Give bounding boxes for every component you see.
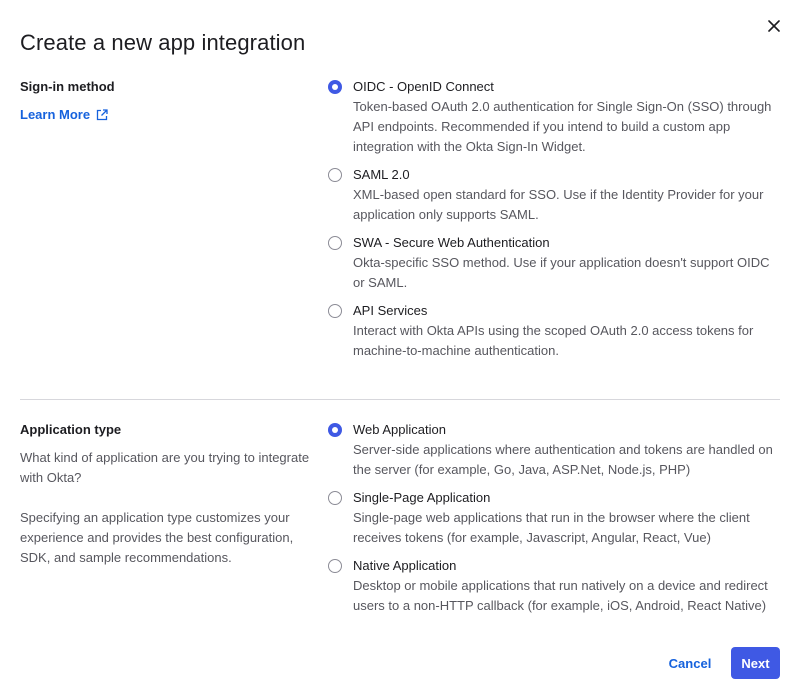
option-title: Single-Page Application — [353, 490, 491, 505]
option-web-application[interactable] — [328, 421, 780, 480]
external-link-icon — [96, 109, 108, 121]
option-title: SAML 2.0 — [353, 167, 410, 182]
option-description: XML-based open standard for SSO. Use if the Identity Provider for your application only supports SAML. — [353, 187, 764, 222]
application-type-help: What kind of application are you trying to integrate with Okta? — [20, 450, 310, 485]
signin-method-section — [20, 78, 780, 378]
option-description: Server-side applications where authentication and tokens are handled on the server (for example, Go, Java, ASP.Net, Node.js, PHP) — [353, 442, 773, 477]
radio-native-application[interactable] — [328, 559, 342, 573]
option-description: Okta-specific SSO method. Use if your application doesn't support OIDC or SAML. — [353, 255, 770, 290]
application-type-info — [20, 421, 310, 568]
option-title: API Services — [353, 303, 428, 318]
signin-method-label: Sign-in method — [20, 79, 115, 94]
option-description: Token-based OAuth 2.0 authentication for Single Sign-On (SSO) through API endpoints. Recommended if you intend to build a custom app integration with the Okta Sign-In Widget. — [353, 99, 772, 154]
application-type-help-detail: Specifying an application type customizes your experience and provides the best configuration, SDK, and sample recommendations. — [20, 510, 294, 565]
option-title: SWA - Secure Web Authentication — [353, 235, 550, 250]
application-type-label: Application type — [20, 422, 122, 437]
radio-oidc[interactable] — [328, 80, 342, 94]
learn-more-link[interactable] — [20, 106, 108, 124]
option-description: Desktop or mobile applications that run natively on a device and redirect users to a non-HTTP callback (for example, iOS, Android, React Native) — [353, 578, 768, 613]
radio-saml[interactable] — [328, 168, 342, 182]
application-type-options — [328, 421, 780, 625]
option-title: OIDC - OpenID Connect — [353, 79, 494, 94]
option-oidc[interactable] — [328, 78, 780, 157]
radio-web-application[interactable] — [328, 423, 342, 437]
close-icon — [768, 20, 780, 32]
dialog-footer — [0, 647, 800, 679]
option-saml[interactable] — [328, 166, 780, 225]
option-single-page-application[interactable] — [328, 489, 780, 548]
learn-more-label: Learn More — [20, 107, 91, 122]
option-api-services[interactable] — [328, 302, 780, 361]
option-title: Native Application — [353, 558, 457, 573]
option-title: Web Application — [353, 422, 446, 437]
section-divider — [20, 399, 780, 400]
signin-method-options — [328, 78, 780, 370]
application-type-section — [20, 421, 780, 631]
dialog-title: Create a new app integration — [20, 30, 306, 55]
next-button[interactable]: Next — [731, 647, 780, 679]
radio-swa[interactable] — [328, 236, 342, 250]
option-description: Single-page web applications that run in the browser where the client receives tokens (for example, Javascript, Angular, React, Vue) — [353, 510, 750, 545]
radio-single-page-application[interactable] — [328, 491, 342, 505]
signin-method-info — [20, 78, 310, 124]
cancel-button[interactable]: Cancel — [660, 647, 720, 679]
radio-api-services[interactable] — [328, 304, 342, 318]
close-button[interactable] — [762, 14, 786, 38]
option-description: Interact with Okta APIs using the scoped OAuth 2.0 access tokens for machine-to-machine authentication. — [353, 323, 754, 358]
option-swa[interactable] — [328, 234, 780, 293]
option-native-application[interactable] — [328, 557, 780, 616]
